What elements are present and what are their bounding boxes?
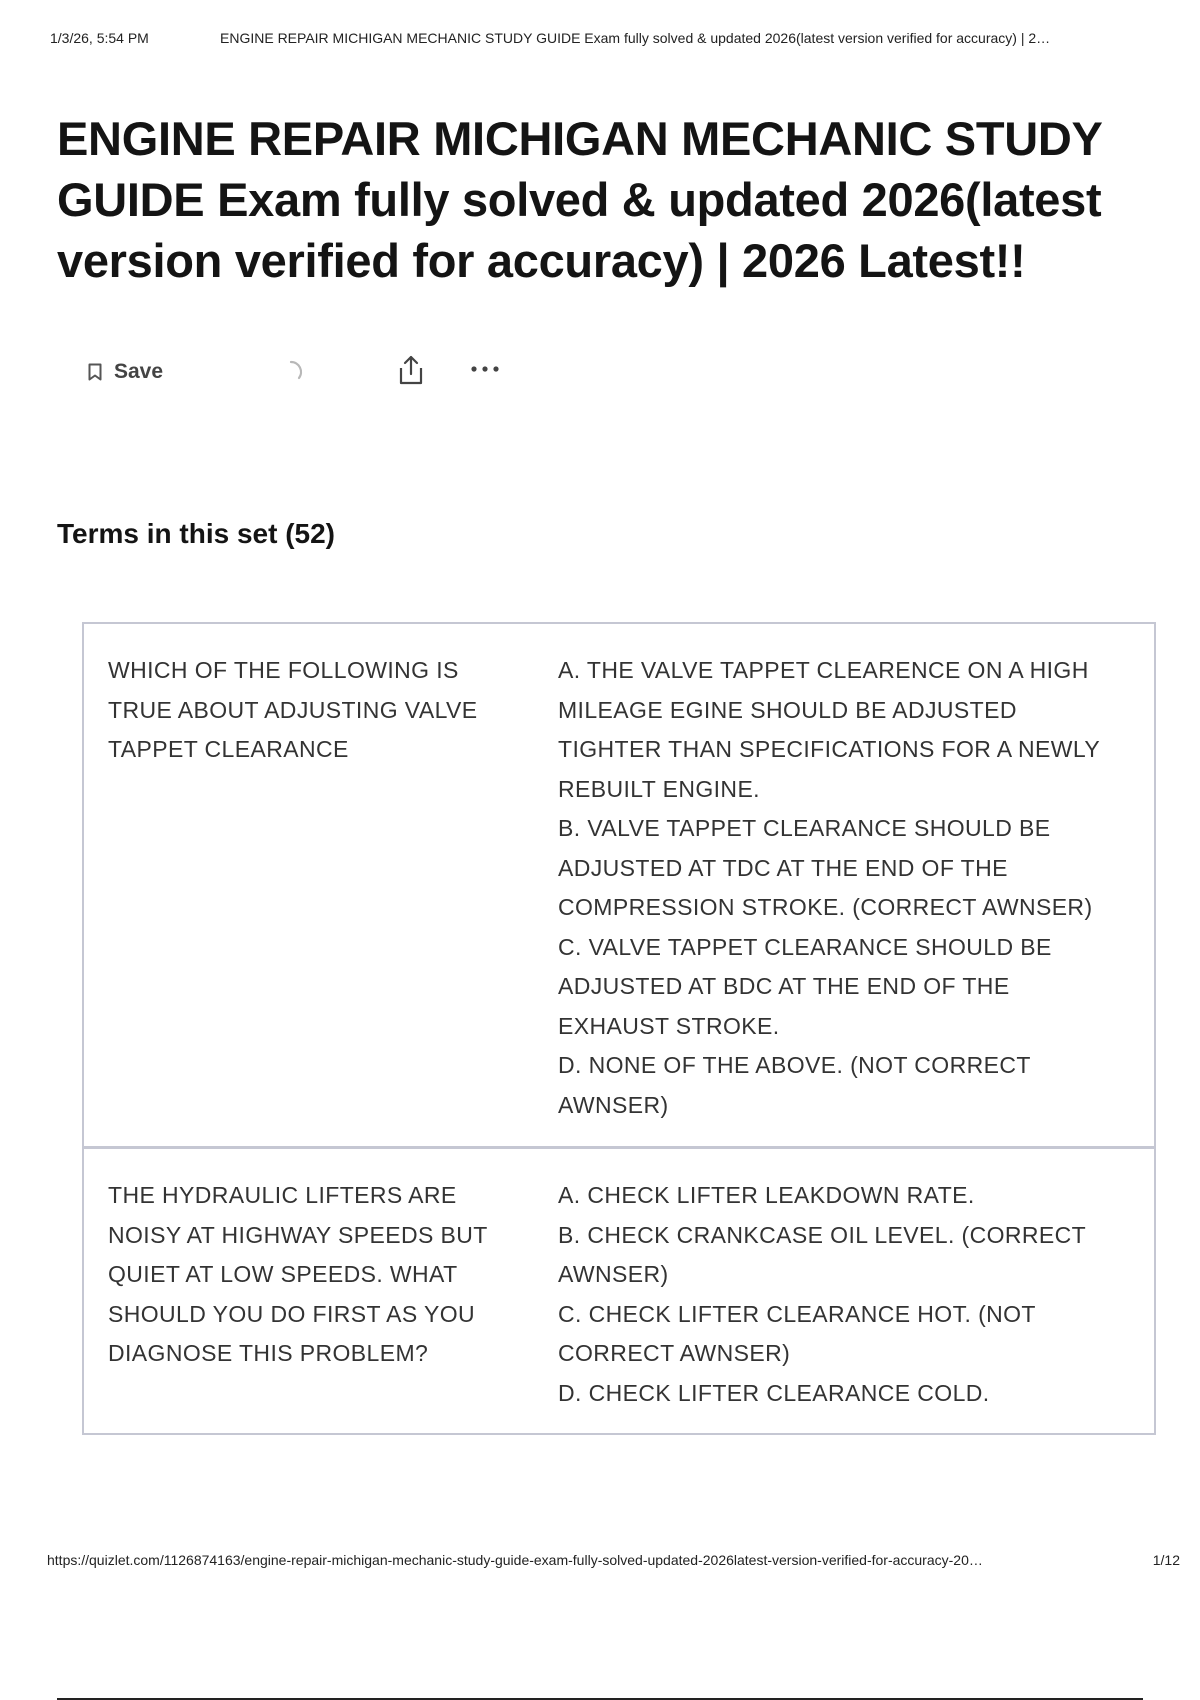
- more-icon[interactable]: [470, 365, 500, 373]
- terms-heading: Terms in this set (52): [57, 518, 336, 549]
- definition-option: C. VALVE TAPPET CLEARANCE SHOULD BE ADJUSTED AT BDC AT THE END OF THE EXHAUST STROKE.: [558, 933, 1052, 1039]
- save-button-label: Save: [114, 360, 164, 383]
- definition-option: C. CHECK LIFTER CLEARANCE HOT. (NOT CORRECT AWNSER): [558, 1300, 1036, 1366]
- definition-option: B. VALVE TAPPET CLEARANCE SHOULD BE ADJUSTED AT TDC AT THE END OF THE COMPRESSION STROKE. (CORRECT AWNSER): [558, 815, 1093, 920]
- bookmark-icon: [88, 363, 102, 381]
- term-row: [84, 1146, 1154, 1433]
- print-url: https://quizlet.com/1126874163/engine-repair-michigan-mechanic-study-guide-exam-fully-solved-updated-2026latest-version-verified-for-accuracy-20…: [47, 1552, 983, 1568]
- terms-table: [82, 622, 1156, 1435]
- save-button[interactable]: [88, 360, 163, 384]
- print-header: [50, 30, 1180, 46]
- page-number: 1/12: [1152, 1552, 1180, 1568]
- print-date: 1/3/26, 5:54 PM: [50, 30, 149, 46]
- term-row: [84, 624, 1154, 1146]
- share-icon[interactable]: [398, 355, 424, 385]
- term-text: THE HYDRAULIC LIFTERS ARE NOISY AT HIGHWAY SPEEDS BUT QUIET AT LOW SPEEDS. WHAT SHOULD YOU DO FIRST AS YOU DIAGNOSE THIS PROBLEM?: [108, 1182, 488, 1366]
- page-title: ENGINE REPAIR MICHIGAN MECHANIC STUDY GUIDE Exam fully solved & updated 2026(latest version verified for accuracy) | 2026 Latest!!: [57, 112, 1102, 287]
- print-footer: [47, 1552, 1180, 1568]
- term-definition: [558, 651, 1118, 1116]
- definition-option: D. NONE OF THE ABOVE. (NOT CORRECT AWNSER): [558, 1052, 1031, 1118]
- term-definition: [558, 1176, 1118, 1406]
- print-doc-title: ENGINE REPAIR MICHIGAN MECHANIC STUDY GUIDE Exam fully solved & updated 2026(latest version verified for accuracy) | 2…: [220, 30, 1051, 46]
- spinner-icon: [278, 359, 304, 385]
- definition-option: D. CHECK LIFTER CLEARANCE COLD.: [558, 1379, 990, 1406]
- definition-option: B. CHECK CRANKCASE OIL LEVEL. (CORRECT AWNSER): [558, 1221, 1086, 1287]
- term-text: WHICH OF THE FOLLOWING IS TRUE ABOUT ADJUSTING VALVE TAPPET CLEARANCE: [108, 657, 478, 762]
- definition-option: A. THE VALVE TAPPET CLEARENCE ON A HIGH MILEAGE EGINE SHOULD BE ADJUSTED TIGHTER THAN SPECIFICATIONS FOR A NEWLY REBUILT ENGINE.: [558, 657, 1100, 802]
- definition-option: A. CHECK LIFTER LEAKDOWN RATE.: [558, 1182, 975, 1208]
- set-toolbar: [88, 355, 163, 389]
